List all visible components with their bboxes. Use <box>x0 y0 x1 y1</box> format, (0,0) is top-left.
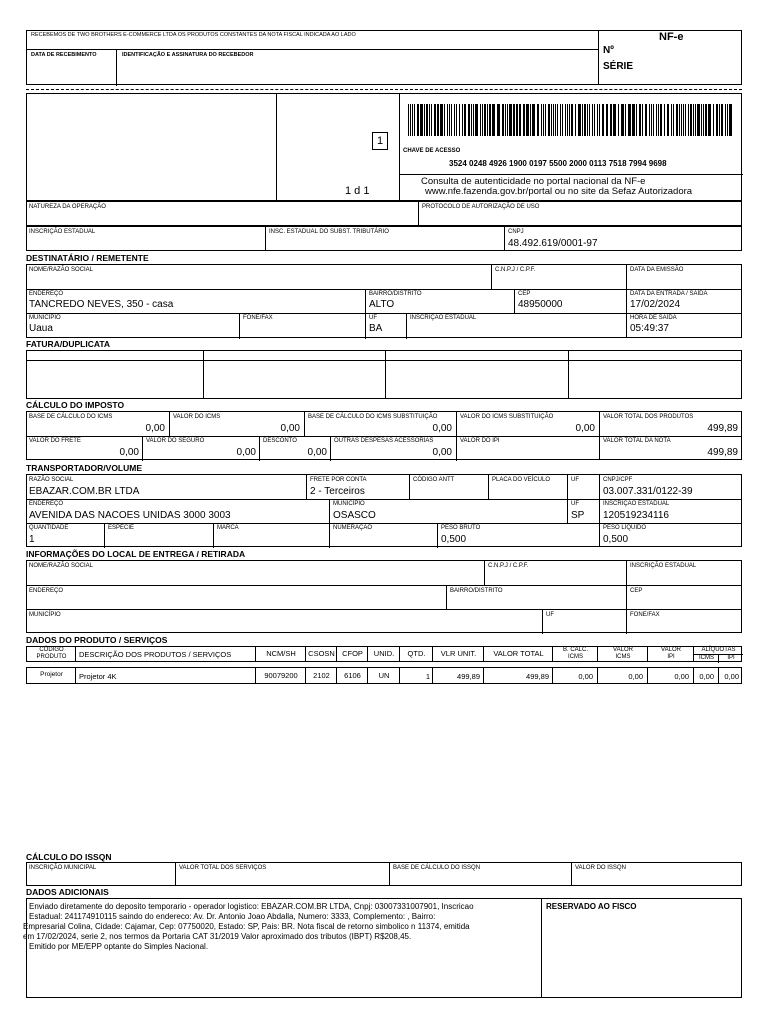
barcode-bar <box>451 104 452 136</box>
protocolo-label: PROTOCOLO DE AUTORIZAÇÃO DE USO <box>422 204 540 210</box>
barcode-bar <box>426 104 428 136</box>
barcode-bar <box>505 104 506 136</box>
barcode-bar <box>565 104 566 136</box>
barcode-bar <box>440 104 443 136</box>
barcode-bar <box>587 104 588 136</box>
dest-bairro: ALTO <box>369 299 395 310</box>
produtos-title: DADOS DO PRODUTO / SERVIÇOS <box>26 635 168 645</box>
tr-liquido: 0,500 <box>603 534 629 545</box>
row-vunit: 499,89 <box>457 672 480 681</box>
barcode-bar <box>632 104 635 136</box>
barcode-bar <box>459 104 460 136</box>
row-unid: UN <box>378 671 390 680</box>
barcode-bar <box>532 104 535 136</box>
barcode-bar <box>410 104 411 136</box>
barcode-bar <box>642 104 643 136</box>
cnpj-label: CNPJ <box>508 229 524 235</box>
barcode-bar <box>673 104 674 136</box>
adic-line1: Enviado diretamente do deposito temporario - operador logistico: EBAZAR.COM.BR LTDA, Cnpj: 03007331007901, Inscricao <box>29 902 474 911</box>
barcode-bar <box>653 104 654 136</box>
desconto: 0,00 <box>307 447 327 458</box>
destinatario-block <box>26 264 742 338</box>
v-prod: 499,89 <box>707 423 738 434</box>
barcode-bar <box>671 104 672 136</box>
transportador-block <box>26 474 742 547</box>
barcode-bar <box>716 104 718 136</box>
barcode-bar <box>530 104 531 136</box>
barcode-bar <box>688 104 689 136</box>
copy-number-box <box>372 132 388 150</box>
ent-nome-label: NOME/RAZÃO SOCIAL <box>29 563 94 569</box>
barcode-bar <box>475 104 478 136</box>
barcode-bar <box>545 104 546 136</box>
row-codigo: Projetor <box>40 671 63 678</box>
tr-qtd: 1 <box>29 534 35 545</box>
barcode-bar <box>548 104 550 136</box>
tr-numeracao-label: NUMERAÇÃO <box>333 525 373 531</box>
h-qtd: QTD. <box>407 649 426 658</box>
ent-endereco-label: ENDEREÇO <box>29 588 64 594</box>
barcode-bar <box>502 104 504 136</box>
barcode-bar <box>473 104 474 136</box>
barcode-bar <box>456 104 457 136</box>
barcode-bar <box>621 104 624 136</box>
bc-st: 0,00 <box>432 423 452 434</box>
issqn-v-label: VALOR DO ISSQN <box>575 865 626 871</box>
chave-label: CHAVE DE ACESSO <box>403 148 461 154</box>
dest-ie-label: INSCRIÇÃO ESTADUAL <box>410 315 477 321</box>
h-codigo1: CÓDIGO <box>39 647 64 653</box>
h-codigo2: PRODUTO <box>36 654 67 660</box>
dest-bairro-label: BAIRRO/DISTRITO <box>369 291 422 297</box>
barcode-bar <box>658 104 659 136</box>
barcode-bar <box>497 104 500 136</box>
h-bc2: ICMS <box>568 654 583 660</box>
dest-cep-label: CEP <box>518 291 531 297</box>
h-vicms1: VALOR <box>613 647 633 653</box>
dest-municipio-label: MUNICÍPIO <box>29 315 61 321</box>
adic-line3: Empresarial Colina, Cidade: Cajamar, Cep: 07750020, Estado: SP, Pais: BR. Nota fiscal de retorno simbolico n 11374, emitida <box>23 922 470 931</box>
ent-cep-label: CEP <box>630 588 643 594</box>
tr-bruto-label: PESO BRUTO <box>441 525 481 531</box>
barcode-bar <box>429 104 430 136</box>
ent-ie-label: INSCRIÇÃO ESTADUAL <box>630 563 697 569</box>
receipt-sign-label: IDENTIFICAÇÃO E ASSINATURA DO RECEBEDOR <box>122 52 254 58</box>
tr-liquido-label: PESO LÍQUIDO <box>603 525 647 531</box>
ie-st-label: INSC. ESTADUAL DO SUBST. TRIBUTÁRIO <box>269 229 389 235</box>
entrega-title: INFORMAÇÕES DO LOCAL DE ENTREGA / RETIRADA <box>26 549 246 559</box>
row-vicms: 0,00 <box>628 672 643 681</box>
barcode-bar <box>492 104 495 136</box>
tr-placa-label: PLACA DO VEÍCULO <box>492 477 551 483</box>
barcode-bar <box>414 104 415 136</box>
barcode-bar <box>584 104 586 136</box>
h-ncm: NCM/SH <box>266 649 296 658</box>
row-desc: Projetor 4K <box>79 672 117 681</box>
issqn-block <box>26 862 742 886</box>
frete-label: VALOR DO FRETE <box>29 438 81 444</box>
barcode-bar <box>636 104 637 136</box>
h-vtotal: VALOR TOTAL <box>493 649 544 658</box>
v-icms-label: VALOR DO ICMS <box>173 414 221 420</box>
barcode-bar <box>708 104 711 136</box>
adic-line5: Emitido por ME/EPP optante do Simples Nacional. <box>29 942 209 951</box>
barcode-bar <box>424 104 425 136</box>
barcode-bar <box>464 104 466 136</box>
barcode-bar <box>437 104 439 136</box>
barcode-bar <box>695 104 696 136</box>
barcode-bar <box>487 104 488 136</box>
barcode-bar <box>713 104 714 136</box>
entrega-block <box>26 560 742 633</box>
tr-razao: EBAZAR.COM.BR LTDA <box>29 486 140 497</box>
barcode-bar <box>589 104 590 136</box>
h-csosn: CSOSN <box>308 649 335 658</box>
tr-cnpj: 03.007.331/0122-39 <box>603 486 693 497</box>
receipt-date-label: DATA DE RECEBIMENTO <box>31 52 97 58</box>
tr-uf2: SP <box>571 510 585 521</box>
row-bc: 0,00 <box>578 672 593 681</box>
cnpj-value: 48.492.619/0001-97 <box>508 238 598 249</box>
ent-uf-label: UF <box>546 612 554 618</box>
tr-ie: 120519234116 <box>603 510 669 521</box>
barcode-bar <box>462 104 463 136</box>
ent-municipio-label: MUNICÍPIO <box>29 612 61 618</box>
barcode-bar <box>599 104 600 136</box>
consulta-line1: Consulta de autenticidade no portal nacional da NF-e <box>421 176 646 187</box>
imposto-title: CÁLCULO DO IMPOSTO <box>26 400 125 410</box>
barcode-bar <box>606 104 608 136</box>
barcode-bar <box>683 104 684 136</box>
barcode-bar <box>592 104 593 136</box>
h-desc: DESCRIÇÃO DOS PRODUTOS / SERVIÇOS <box>79 650 232 659</box>
dest-hora: 05:49:37 <box>630 323 669 334</box>
barcode-bar <box>639 104 641 136</box>
h-vicms2: ICMS <box>615 654 631 660</box>
issqn-bc-label: BASE DE CÁLCULO DO ISSQN <box>393 865 481 871</box>
barcode-bar <box>690 104 692 136</box>
natureza-label: NATUREZA DA OPERAÇÃO <box>29 204 106 210</box>
barcode-bar <box>610 104 612 136</box>
barcode-bar <box>560 104 561 136</box>
tr-razao-label: RAZÃO SOCIAL <box>29 477 74 483</box>
outras-label: OUTRAS DESPESAS ACESSÓRIAS <box>334 438 434 444</box>
barcode-bar <box>519 104 521 136</box>
row-aipi: 0,00 <box>724 672 739 681</box>
dest-nome-label: NOME/RAZÃO SOCIAL <box>29 267 94 273</box>
v-prod-label: VALOR TOTAL DOS PRODUTOS <box>603 414 694 420</box>
page-count: 1 d 1 <box>345 185 370 197</box>
dest-uf: BA <box>369 323 383 334</box>
tr-frete-label: FRETE POR CONTA <box>310 477 367 483</box>
tr-endereco: AVENIDA DAS NACOES UNIDAS 3000 3003 <box>29 510 231 521</box>
barcode-bar <box>482 104 483 136</box>
h-vipi2: IPI <box>667 654 675 660</box>
issqn-im-label: INSCRIÇÃO MUNICIPAL <box>29 865 97 871</box>
bc-icms-label: BASE DE CÁLCULO DO ICMS <box>29 414 113 420</box>
h-unid: UNID. <box>373 649 395 658</box>
h-bc1: B. CALC. <box>562 647 588 653</box>
v-nota-label: VALOR TOTAL DA NOTA <box>603 438 671 444</box>
v-st: 0,00 <box>575 423 595 434</box>
dest-fone-label: FONE/FAX <box>243 315 273 321</box>
barcode-bar <box>645 104 647 136</box>
consulta-line2: www.nfe.fazenda.gov.br/portal ou no site da Sefaz Autorizadora <box>425 186 693 197</box>
dest-hora-label: HORA DE SAÍDA <box>630 315 677 321</box>
barcode-bar <box>447 104 448 136</box>
barcode-bar <box>471 104 472 136</box>
barcode-bar <box>597 104 598 136</box>
barcode-bar <box>703 104 704 136</box>
barcode-bar <box>468 104 470 136</box>
barcode-bar <box>594 104 595 136</box>
barcode-bar <box>449 104 450 136</box>
dest-cnpj-label: C.N.P.J / C.P.F. <box>495 267 536 273</box>
h-aicms: ICMS <box>699 655 714 661</box>
h-aliq: ALÍQUOTAS <box>701 647 736 653</box>
barcode-bar <box>575 104 576 136</box>
barcode-bar <box>681 104 682 136</box>
tr-uf-label: UF <box>571 477 579 483</box>
barcode-bar <box>697 104 700 136</box>
ent-cnpj-label: C.N.P.J / C.P.F. <box>488 563 529 569</box>
transportador-title: TRANSPORTADOR/VOLUME <box>26 463 143 473</box>
barcode-bar <box>679 104 680 136</box>
ie-row <box>26 226 742 251</box>
barcode-bar <box>555 104 556 136</box>
chave-value: 3524 0248 4926 1900 0197 5500 2000 0113 7518 7994 9698 <box>449 159 667 168</box>
barcode-bar <box>649 104 650 136</box>
dest-emissao-label: DATA DA EMISSÃO <box>630 267 684 273</box>
barcode-bar <box>489 104 491 136</box>
barcode-bar <box>509 104 512 136</box>
natureza-row <box>26 201 742 226</box>
row-ncm: 90079200 <box>264 671 298 680</box>
row-vipi: 0,00 <box>674 672 689 681</box>
dest-endereco-label: ENDEREÇO <box>29 291 64 297</box>
dest-entrada-label: DATA DA ENTRADA / SAÍDA <box>630 291 708 297</box>
issqn-title: CÁLCULO DO ISSQN <box>26 852 112 862</box>
barcode-bar <box>537 104 539 136</box>
barcode-bar <box>553 104 554 136</box>
adicionais-title: DADOS ADICIONAIS <box>26 887 109 897</box>
bc-st-label: BASE DE CÁLCULO DO ICMS SUBSTITUIÇÃO <box>308 414 438 420</box>
table-row <box>26 667 742 684</box>
dest-endereco: TANCREDO NEVES, 350 - casa <box>29 299 174 310</box>
issqn-vserv-label: VALOR TOTAL DOS SERVIÇOS <box>179 865 267 871</box>
nfe-label: NF-e <box>659 31 684 43</box>
outras: 0,00 <box>432 447 452 458</box>
tr-qtd-label: QUANTIDADE <box>29 525 69 531</box>
v-nota: 499,89 <box>707 447 738 458</box>
receipt-text: RECEBEMOS DE TWO BROTHERS E-COMMERCE LTDA OS PRODUTOS CONSTANTES DA NOTA FISCAL INDICADA AO LADO <box>31 32 356 38</box>
barcode-bar <box>408 104 409 136</box>
imposto-block <box>26 411 742 460</box>
row-qtd: 1 <box>425 672 430 681</box>
barcode-bar <box>651 104 652 136</box>
barcode-bar <box>484 104 486 136</box>
produtos-header <box>26 646 742 662</box>
row-vtotal: 499,89 <box>526 672 549 681</box>
barcode-bar <box>541 104 542 136</box>
tr-endereco-label: ENDEREÇO <box>29 501 64 507</box>
barcode-bar <box>701 104 702 136</box>
barcode-bar <box>613 104 616 136</box>
tr-ie-label: INSCRIÇÃO ESTADUAL <box>603 501 670 507</box>
barcode-bar <box>444 104 445 136</box>
adic-line4: em 17/02/2024, serie 2, nos termos da Portaria CAT 31/2019 Valor aproximado dos tributos (IBPT) R$208,45. <box>23 932 412 941</box>
barcode-bar <box>578 104 581 136</box>
barcode-bar <box>431 104 432 136</box>
tr-antt-label: CÓDIGO ANTT <box>413 477 455 483</box>
numero-label: Nº <box>603 45 614 56</box>
row-csosn: 2102 <box>313 671 330 680</box>
adic-line2: Estadual: 241174910115 saindo do endereco: Av. Dr. Antonio Joao Abdalla, Numero: 3333, Complemento: , Bairro: <box>29 912 436 921</box>
barcode-bar <box>693 104 694 136</box>
barcode <box>408 104 734 136</box>
barcode-bar <box>412 104 413 136</box>
serie-label: SÉRIE <box>603 61 634 72</box>
dest-cep: 48950000 <box>518 299 563 310</box>
barcode-bar <box>705 104 707 136</box>
barcode-bar <box>625 104 626 136</box>
row-aicms: 0,00 <box>699 672 714 681</box>
tr-frete: 2 - Terceiros <box>310 486 365 497</box>
ent-bairro-label: BAIRRO/DISTRITO <box>450 588 503 594</box>
barcode-bar <box>571 104 573 136</box>
barcode-bar <box>562 104 563 136</box>
barcode-bar <box>685 104 686 136</box>
ent-fone-label: FONE/FAX <box>630 612 660 618</box>
desconto-label: DESCONTO <box>263 438 297 444</box>
barcode-bar <box>567 104 568 136</box>
barcode-bar <box>660 104 662 136</box>
tr-marca-label: MARCA <box>217 525 239 531</box>
barcode-bar <box>667 104 669 136</box>
barcode-bar <box>628 104 631 136</box>
h-vipi1: VALOR <box>661 647 681 653</box>
barcode-bar <box>454 104 455 136</box>
tr-municipio: OSASCO <box>333 510 376 521</box>
barcode-bar <box>727 104 728 136</box>
barcode-bar <box>676 104 678 136</box>
v-icms: 0,00 <box>280 423 300 434</box>
barcode-bar <box>417 104 419 136</box>
barcode-bar <box>618 104 619 136</box>
barcode-bar <box>721 104 723 136</box>
barcode-bar <box>543 104 544 136</box>
barcode-bar <box>507 104 508 136</box>
dest-uf-label: UF <box>369 315 377 321</box>
ipi-label: VALOR DO IPI <box>460 438 500 444</box>
v-st-label: VALOR DO ICMS SUBSTITUIÇÃO <box>460 414 554 420</box>
barcode-bar <box>513 104 515 136</box>
tr-cnpj-label: CNPJ/CPF <box>603 477 633 483</box>
seguro-label: VALOR DO SEGURO <box>146 438 205 444</box>
dest-entrada: 17/02/2024 <box>630 299 681 310</box>
dest-municipio: Uaua <box>29 323 53 334</box>
barcode-bar <box>602 104 604 136</box>
fisco-label: RESERVADO AO FISCO <box>546 902 637 911</box>
barcode-bar <box>664 104 665 136</box>
h-cfop: CFOP <box>342 649 363 658</box>
row-cfop: 6106 <box>344 671 361 680</box>
fatura-block <box>26 350 742 399</box>
barcode-bar <box>656 104 657 136</box>
barcode-bar <box>480 104 481 136</box>
barcode-bar <box>516 104 518 136</box>
barcode-bar <box>557 104 558 136</box>
bc-icms: 0,00 <box>145 423 165 434</box>
tr-municipio-label: MUNICÍPIO <box>333 501 365 507</box>
tr-bruto: 0,500 <box>441 534 467 545</box>
tr-especie-label: ESPÉCIE <box>108 525 135 531</box>
copy-number: 1 <box>377 135 384 147</box>
barcode-bar <box>719 104 720 136</box>
frete: 0,00 <box>119 447 139 458</box>
cut-line <box>26 89 742 90</box>
barcode-bar <box>523 104 525 136</box>
h-aipi: IPI <box>727 655 735 661</box>
barcode-bar <box>551 104 552 136</box>
barcode-bar <box>569 104 570 136</box>
barcode-bar <box>526 104 529 136</box>
tr-uf2-label: UF <box>571 501 579 507</box>
h-vunit: VLR UNIT. <box>440 649 477 658</box>
receipt-stub <box>26 30 742 85</box>
adicionais-block <box>23 898 742 998</box>
destinatario-title: DESTINATÁRIO / REMETENTE <box>26 253 149 263</box>
barcode-bar <box>729 104 732 136</box>
barcode-bar <box>582 104 583 136</box>
seguro: 0,00 <box>236 447 256 458</box>
barcode-bar <box>420 104 423 136</box>
ie-label: INSCRIÇÃO ESTADUAL <box>29 229 96 235</box>
fatura-title: FATURA/DUPLICATA <box>26 339 111 349</box>
barcode-bar <box>725 104 726 136</box>
barcode-bar <box>434 104 436 136</box>
